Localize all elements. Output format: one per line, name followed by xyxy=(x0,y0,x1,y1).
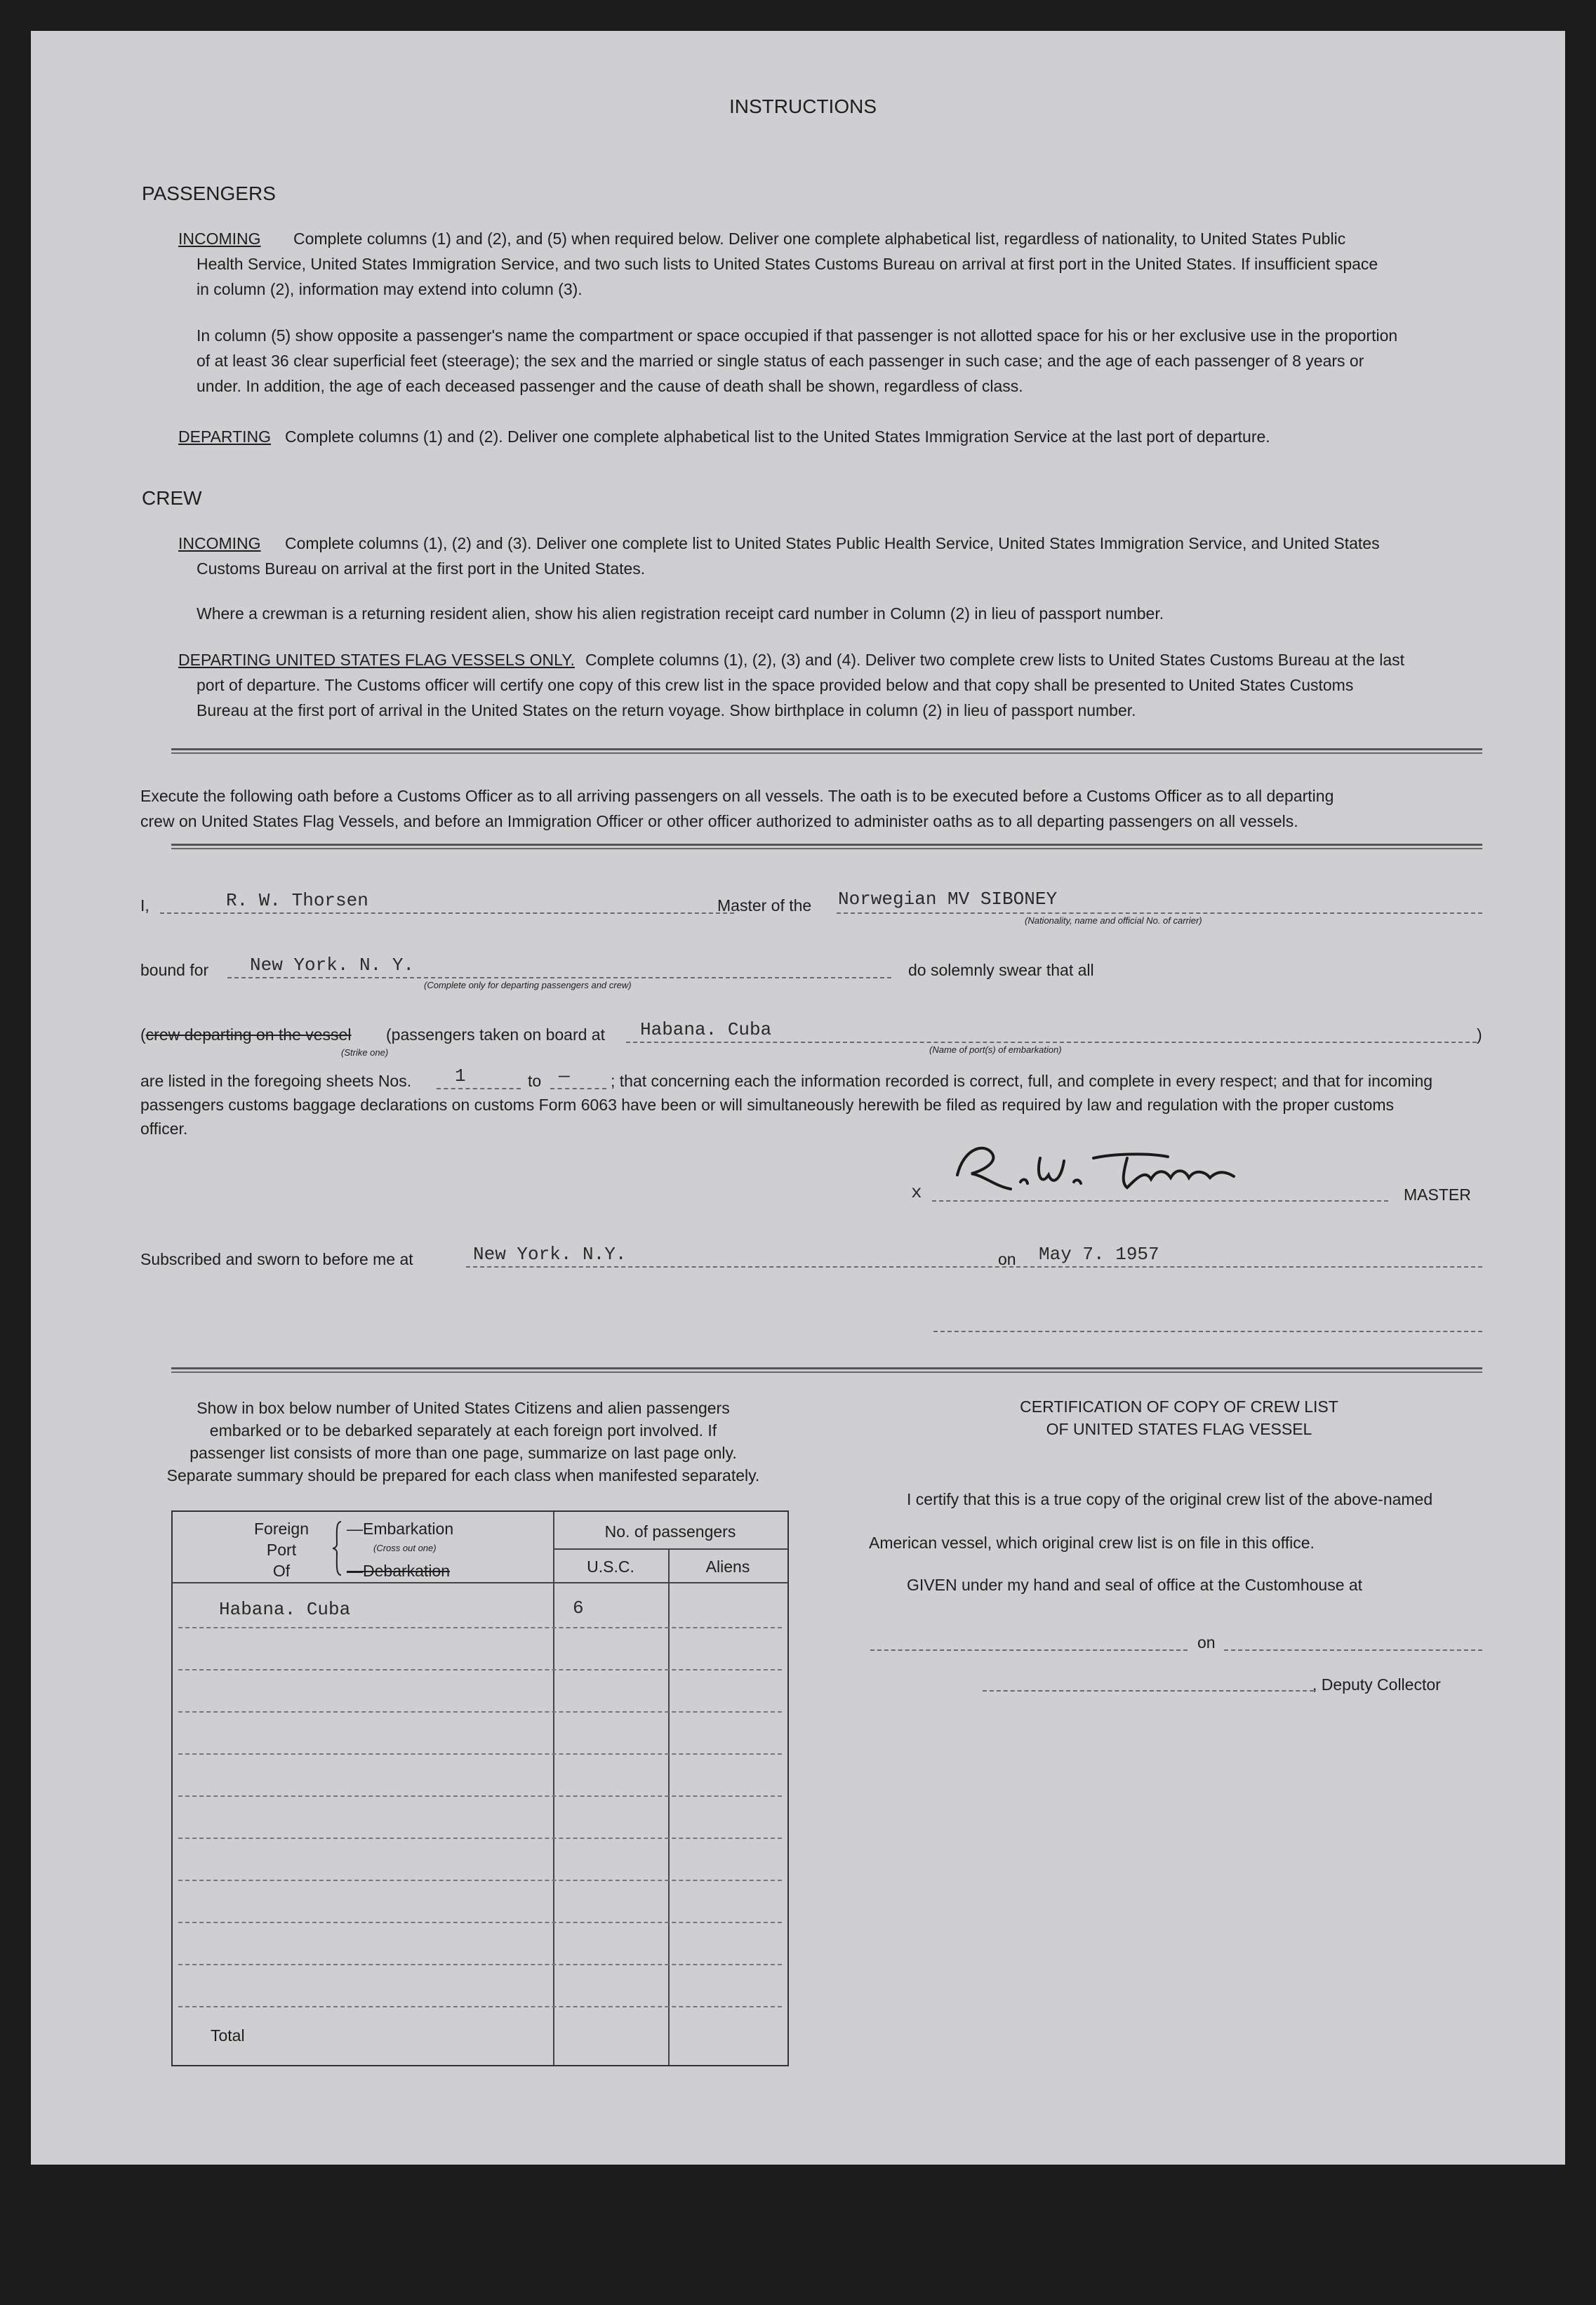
crew-incoming-text-1: Complete columns (1), (2) and (3). Deliver one complete list to United States Public Health Service, United States Immigration Service, and United States xyxy=(285,534,1380,552)
i-label: I, xyxy=(140,896,149,915)
total-label: Total xyxy=(211,2026,245,2045)
cert-date-line xyxy=(1224,1649,1482,1651)
col-usc: U.S.C. xyxy=(587,1557,634,1576)
crew-departing-text-1: Complete columns (1), (2), (3) and (4). Deliver two complete crew lists to United States Customs Bureau at the last xyxy=(585,651,1405,669)
vessel-line xyxy=(837,912,1482,914)
summary-text-3: passenger list consists of more than one page, summarize on last page only. xyxy=(189,1444,737,1462)
deputy-signature-line xyxy=(983,1690,1314,1692)
bound-for-label: bound for xyxy=(140,961,209,979)
baggage-text: passengers customs baggage declarations on customs Form 6063 have been or will simultaneously herewith be filed as required by law and regulation with the proper customs xyxy=(140,1096,1395,1114)
col-port: Port xyxy=(266,1541,297,1559)
col-aliens: Aliens xyxy=(705,1557,750,1576)
departing-label: DEPARTING xyxy=(178,427,272,446)
row-port: Habana. Cuba xyxy=(219,1599,351,1620)
master-of-label: Master of the xyxy=(717,896,812,915)
crewman-text: Where a crewman is a returning resident alien, show his alien registration receipt card number in Column (2) in lieu of passport number. xyxy=(197,604,1164,623)
passengers-heading: PASSENGERS xyxy=(142,182,276,204)
table-row xyxy=(178,1711,782,1713)
x-mark: x xyxy=(911,1182,922,1203)
summary-text-2: embarked or to be debarked separately at each foreign port involved. If xyxy=(209,1421,717,1440)
embark-caption: (Name of port(s) of embarkation) xyxy=(929,1044,1062,1055)
header-subrule xyxy=(553,1548,787,1550)
sworn-date-line xyxy=(1030,1266,1482,1268)
table-row xyxy=(178,1838,782,1839)
swear-text: do solemnly swear that all xyxy=(908,961,1094,979)
crew-heading: CREW xyxy=(142,487,202,509)
sheet-to-line xyxy=(550,1088,606,1089)
crew-incoming-text-2: Customs Bureau on arrival at the first port in the United States. xyxy=(197,559,646,578)
bound-for-caption: (Complete only for departing passengers and crew) xyxy=(424,980,632,990)
crew-departing-label: DEPARTING UNITED STATES FLAG VESSELS ONLY. xyxy=(178,651,575,669)
table-divider xyxy=(553,1512,554,2065)
debarkation-label xyxy=(347,1558,450,1583)
table-row xyxy=(178,1795,782,1797)
incoming-text-2: Health Service, United States Immigration Service, and two such lists to United States Customs Bureau on arrival at first port in the United States. If insufficient space xyxy=(197,255,1378,273)
customhouse-line xyxy=(870,1649,1188,1651)
strike-caption: (Strike one) xyxy=(341,1047,389,1058)
vessel-caption: (Nationality, name and official No. of carrier) xyxy=(1025,915,1202,926)
table-divider xyxy=(668,1548,670,2065)
summary-text-1: Show in box below number of United States Citizens and alien passengers xyxy=(197,1399,730,1417)
passengers-taken: (passengers taken on board at xyxy=(386,1025,605,1044)
cert-title-1: CERTIFICATION OF COPY OF CREW LIST xyxy=(1020,1397,1338,1416)
incoming-text-3: in column (2), information may extend into column (3). xyxy=(197,280,583,298)
table-row xyxy=(178,1753,782,1755)
col5-text-3: under. In addition, the age of each deceased passenger and the cause of death shall be shown, regardless of class. xyxy=(197,377,1023,395)
table-row xyxy=(178,1880,782,1881)
col5-text-2: of at least 36 clear superficial feet (steerage); the sex and the married or single status of each passenger in such case; and the age of each passenger of 8 years or xyxy=(197,352,1364,370)
document-page xyxy=(31,31,1565,2165)
listed-label: are listed in the foregoing sheets Nos. xyxy=(140,1072,412,1090)
oath-intro-1: Execute the following oath before a Customs Officer as to all arriving passengers on all vessels. The oath is to be executed before a Customs Officer as to all departing xyxy=(140,787,1334,805)
cert-text-3: GIVEN under my hand and seal of office at the Customhouse at xyxy=(907,1576,1363,1594)
deputy-label: , Deputy Collector xyxy=(1312,1675,1441,1694)
cert-text-1: I certify that this is a true copy of the original crew list of the above-named xyxy=(907,1490,1433,1508)
close-paren: ) xyxy=(1477,1025,1482,1044)
sworn-date: May 7. 1957 xyxy=(1039,1244,1159,1265)
bound-for: New York. N. Y. xyxy=(250,955,415,976)
row-usc: 6 xyxy=(573,1597,584,1619)
crew-departing-text-3: Bureau at the first port of arrival in the United States on the return voyage. Show birthplace in column (2) in lieu of passport number. xyxy=(197,701,1136,719)
to-label: to xyxy=(528,1072,542,1090)
sheet-to: — xyxy=(559,1065,570,1087)
crew-departing-text-2: port of departure. The Customs officer will certify one copy of this crew list in the space provided below and that copy shall be presented to United States Customs xyxy=(197,676,1354,694)
table-row xyxy=(178,1669,782,1670)
subscribed-label: Subscribed and sworn to before me at xyxy=(140,1250,413,1268)
sheet-from-line xyxy=(437,1088,521,1089)
no-of-passengers: No. of passengers xyxy=(604,1522,736,1541)
signature-line xyxy=(932,1200,1388,1202)
incoming-text-1: Complete columns (1) and (2), and (5) when required below. Deliver one complete alphabetical list, regardless of nationality, to United States Public xyxy=(293,230,1346,248)
cert-text-2: American vessel, which original crew list is on file in this office. xyxy=(869,1534,1315,1552)
crew-incoming-label: INCOMING xyxy=(178,534,261,552)
table-row xyxy=(178,1922,782,1923)
cross-out-caption: (Cross out one) xyxy=(373,1543,437,1553)
bound-for-line xyxy=(227,977,891,978)
cert-on-label: on xyxy=(1197,1633,1216,1652)
debarkation-struck: —Debarkation xyxy=(347,1562,451,1580)
vessel-name: Norwegian MV SIBONEY xyxy=(838,889,1058,910)
embark-port: Habana. Cuba xyxy=(640,1019,772,1040)
master-name: R. W. Thorsen xyxy=(226,890,368,911)
struck-text: crew departing on the vessel xyxy=(145,1025,352,1044)
listed-text: ; that concerning each the information recorded is correct, full, and complete in every respect; and that for incoming xyxy=(611,1072,1433,1090)
cert-title-2: OF UNITED STATES FLAG VESSEL xyxy=(1046,1420,1312,1438)
table-row xyxy=(178,1964,782,1965)
officer-signature-line xyxy=(933,1331,1482,1332)
sworn-place-line xyxy=(466,1266,1028,1268)
sheet-from: 1 xyxy=(455,1065,466,1087)
embarkation-label: —Embarkation xyxy=(347,1520,454,1538)
table-row xyxy=(178,1627,782,1628)
on-label: on xyxy=(998,1250,1016,1268)
table-row xyxy=(178,2006,782,2007)
col5-text-1: In column (5) show opposite a passenger's name the compartment or space occupied if that passenger is not allotted space for his or her exclusive use in the proportion xyxy=(197,326,1398,345)
signature-image xyxy=(943,1133,1308,1210)
col-foreign: Foreign xyxy=(254,1520,309,1538)
officer-text: officer. xyxy=(140,1120,188,1138)
summary-text-4: Separate summary should be prepared for each class when manifested separately. xyxy=(166,1466,760,1484)
oath-intro-2: crew on United States Flag Vessels, and before an Immigration Officer or other officer authorized to administer oaths as to all departing passengers on all vessels. xyxy=(140,812,1298,830)
master-label: MASTER xyxy=(1404,1185,1471,1204)
incoming-label: INCOMING xyxy=(178,230,261,248)
divider-rule xyxy=(171,748,1482,754)
col-of: Of xyxy=(272,1562,291,1580)
divider-rule xyxy=(171,844,1482,849)
departing-text: Complete columns (1) and (2). Deliver one complete alphabetical list to the United States Immigration Service at the last port of departure. xyxy=(285,427,1270,446)
crew-departing-struck: (crew departing on the vessel xyxy=(140,1025,352,1044)
brace-icon xyxy=(331,1520,345,1576)
instructions-title: INSTRUCTIONS xyxy=(729,95,877,117)
master-name-line xyxy=(160,912,734,914)
divider-rule xyxy=(171,1367,1482,1373)
embark-line xyxy=(626,1042,1477,1043)
passenger-summary-table xyxy=(171,1510,789,2066)
sworn-place: New York. N.Y. xyxy=(473,1244,627,1265)
